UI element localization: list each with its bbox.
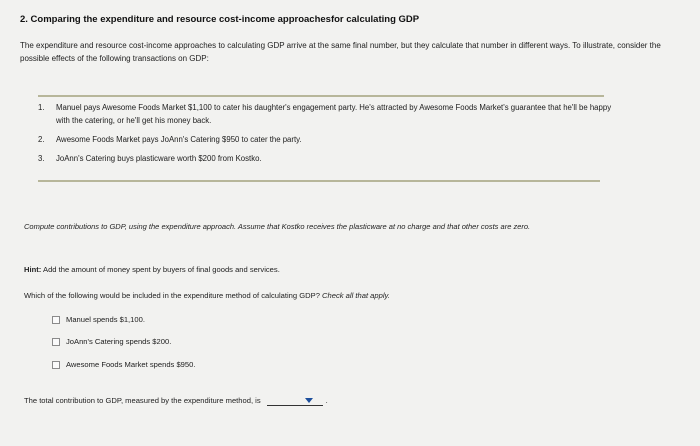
option-label: Manuel spends $1,100. xyxy=(66,315,145,324)
option-joann[interactable] xyxy=(52,337,171,346)
option-label: Awesome Foods Market spends $950. xyxy=(66,360,196,369)
question-prompt xyxy=(24,291,390,300)
compute-instructions: Compute contributions to GDP, using the expenditure approach. Assume that Kostko receives the plasticware at no charge and that other costs are zero. xyxy=(24,222,531,231)
option-label: JoAnn's Catering spends $200. xyxy=(66,337,172,346)
list-item-number: 3. xyxy=(38,154,45,163)
option-manuel[interactable] xyxy=(52,315,145,324)
question-title: 2. Comparing the expenditure and resource cost-income approachesfor calculating GDP xyxy=(20,14,420,25)
hint-label: Hint: xyxy=(24,265,42,274)
caret-down-icon xyxy=(305,398,313,403)
divider-bottom xyxy=(38,180,600,182)
total-period: . xyxy=(325,396,328,405)
checkbox[interactable] xyxy=(52,338,60,346)
total-dropdown[interactable] xyxy=(267,395,323,406)
checkbox[interactable] xyxy=(52,316,60,324)
list-item-number: 2. xyxy=(38,135,45,144)
list-item-number: 1. xyxy=(38,103,45,112)
hint xyxy=(24,265,280,274)
checkbox[interactable] xyxy=(52,361,60,369)
transaction-list xyxy=(38,101,618,171)
list-item-text: Awesome Foods Market pays JoAnn's Catering $950 to cater the party. xyxy=(56,135,302,144)
option-awesome-foods[interactable] xyxy=(52,360,195,369)
hint-text: Add the amount of money spent by buyers of final goods and services. xyxy=(43,265,280,274)
list-item xyxy=(38,152,618,165)
intro-text: The expenditure and resource cost-income approaches to calculating GDP arrive at the same final number, but they calculate that number in different ways. To illustrate, consider the possible effects of the following transactions on GDP: xyxy=(20,41,661,63)
list-item xyxy=(38,133,618,146)
list-item-text: Manuel pays Awesome Foods Market $1,100 to cater his daughter's engagement party. He's attracted by Awesome Foods Market's guarantee that he'll be happy with the catering, or he'll get his money back. xyxy=(56,103,612,125)
list-item xyxy=(38,101,618,127)
question-instruction: Check all that apply. xyxy=(322,291,390,300)
total-text: The total contribution to GDP, measured by the expenditure method, is xyxy=(24,396,261,405)
divider-top xyxy=(38,95,604,97)
total-contribution xyxy=(24,395,328,406)
list-item-text: JoAnn's Catering buys plasticware worth $200 from Kostko. xyxy=(56,154,262,163)
question-text: Which of the following would be included in the expenditure method of calculating GDP? xyxy=(24,291,320,300)
